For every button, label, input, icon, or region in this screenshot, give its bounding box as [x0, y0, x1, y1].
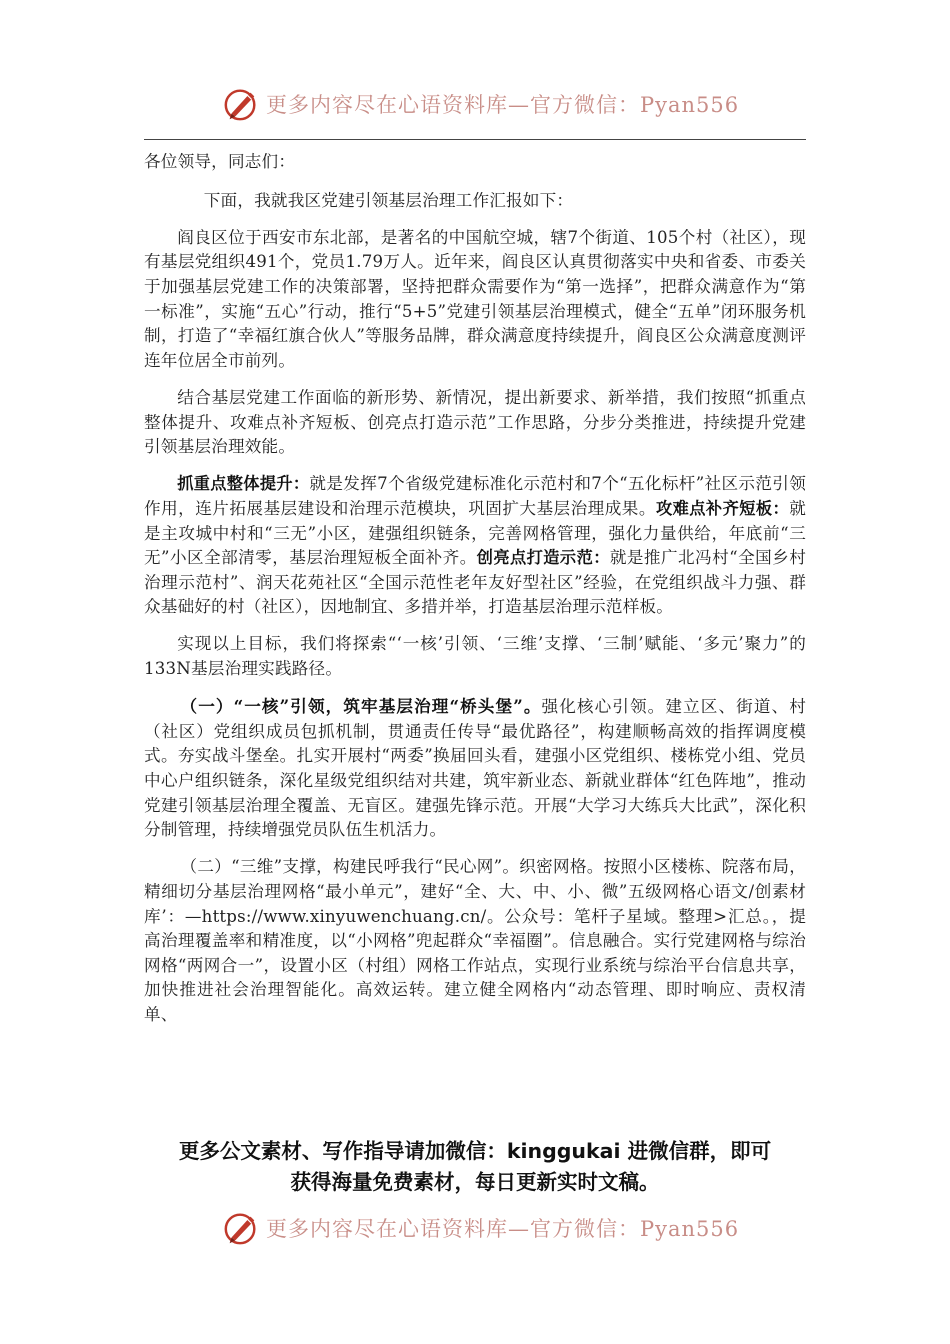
- promo-line-1: 更多公文素材、写作指导请加微信：kinggukai 进微信群，即可: [178, 1139, 772, 1163]
- footer-banner-text: 更多内容尽在心语资料库—官方微信：Pyan556: [266, 1217, 740, 1241]
- section-two: （二）“三维”支撑，构建民呼我行“民心网”。织密网格。按照小区楼栋、院落布局，精细切分基层治理网格“最小单元”，建好“全、大、中、小、微”五级网格心语文/创素材库’：—https://www.xinyuwenchuang.cn/。公众号：笔杆子星域。整理>汇总。，提高治理覆盖率和精准度，以“小网格”兜起群众“幸福圈”。信息融合。实行党建网格与综治网格“两网合一”，设置小区（村组）网格工作站点，实现行业系统与综治平台信息共享，加快推进社会治理智能化。高效运转。建立健全网格内“动态管理、即时响应、责权清单、: [144, 857, 806, 1024]
- paragraph-path: 实现以上目标，我们将探索“‘一核’引领、‘三维’支撑、‘三制’赋能、‘多元’聚力”的133N基层治理实践路径。: [144, 634, 806, 679]
- footer-banner: [222, 1208, 742, 1248]
- header-banner-text: 更多内容尽在心语资料库—官方微信：Pyan556: [266, 93, 740, 117]
- goal-text-highlights: 就是推广北冯村“全国乡村治理示范村”、润天花苑社区“全国示范性老年友好型社区”经验，在党组织战斗力强、群众基础好的村（社区），因地制宜、多措并举，打造基层治理示范样板。: [144, 548, 806, 617]
- goal-text-difficulties: 就是主攻城中村和“三无”小区，建强组织链条，完善网格管理，强化力量供给，年底前“三无”小区全部清零，基层治理短板全面补齐。: [144, 498, 806, 568]
- goal-text-key-points: 就是发挥7个省级党建标准化示范村和7个“五化标杆”社区示范引领作用，连片拓展基层建设和治理示范模块，巩固扩大基层治理成果。: [144, 474, 806, 518]
- document-body: [144, 150, 806, 1040]
- goal-heading-difficulties: 攻难点补齐短板：: [655, 498, 790, 518]
- paragraph-goals: [144, 472, 806, 620]
- header-banner: [222, 84, 742, 124]
- pen-logo-icon: [222, 85, 260, 123]
- section-one: [144, 694, 806, 843]
- promo-line-2: 获得海量免费素材，每日更新实时文稿。: [290, 1170, 660, 1194]
- goal-heading-key-points: 抓重点整体提升：: [177, 474, 310, 494]
- pen-logo-icon: [222, 1209, 260, 1247]
- goal-heading-highlights: 创亮点打造示范：: [476, 548, 610, 568]
- header-divider: [144, 139, 806, 140]
- section-one-title: （一）“一核”引领，筑牢基层治理“桥头堡”。: [180, 696, 542, 717]
- intro-paragraph: 下面，我就我区党建引领基层治理工作汇报如下：: [203, 190, 574, 210]
- promo-notice: [100, 1136, 850, 1198]
- salutation: 各位领导，同志们：: [144, 152, 296, 171]
- paragraph-overview: 阎良区位于西安市东北部，是著名的中国航空城，辖7个街道、105个村（社区），现有基层党组织491个，党员1.79万人。近年来，阎良区认真贯彻落实中央和省委、市委关于加强基层党建工作的决策部署，坚持把群众需要作为“第一选择”，把群众满意作为“第一标准”，实施“五心”行动，推行“5+5”党建引领基层治理模式，健全“五单”闭环服务机制，打造了“幸福红旗合伙人”等服务品牌，群众满意度持续提升，阎良区公众满意度测评连年位居全市前列。: [144, 227, 806, 370]
- paragraph-approach: 结合基层党建工作面临的新形势、新情况，提出新要求、新举措，我们按照“抓重点整体提升、攻难点补齐短板、创亮点打造示范”工作思路，分步分类推进，持续提升党建引领基层治理效能。: [144, 387, 806, 457]
- section-one-body: 强化核心引领。建立区、街道、村（社区）党组织成员包抓机制，贯通责任传导“最优路径”，构建顺畅高效的指挥调度模式。夯实战斗堡垒。扎实开展村“两委”换届回头看，建强小区党组织、楼栋党小组、党员中心户组织链条，深化星级党组织结对共建，筑牢新业态、新就业群体“红色阵地”，推动党建引领基层治理全覆盖、无盲区。建强先锋示范。开展“大学习大练兵大比武”，深化积分制管理，持续增强党员队伍生机活力。: [144, 697, 807, 840]
